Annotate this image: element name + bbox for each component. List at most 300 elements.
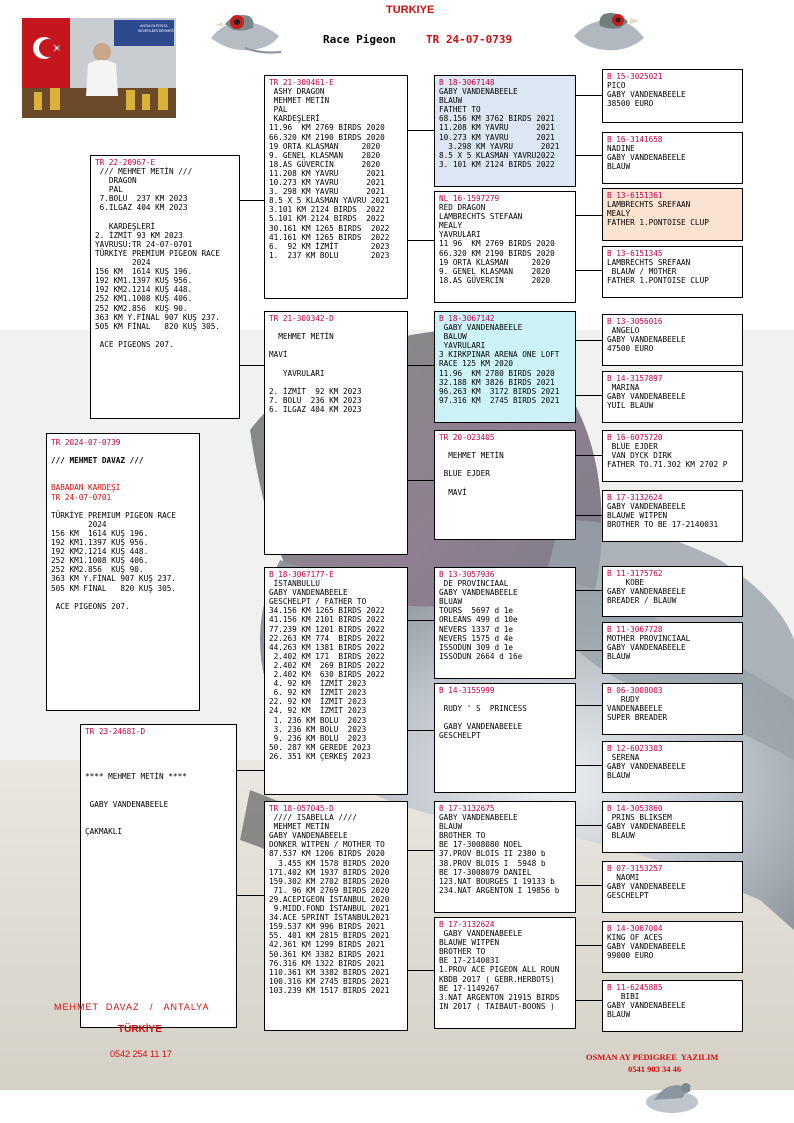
- card-line: RUDY: [607, 695, 640, 705]
- card-line: [269, 359, 403, 368]
- card-line: 505 KM FİNAL 820 KUŞ 305.: [95, 321, 220, 331]
- g5-card-5: [602, 314, 743, 366]
- card-line: GABY VANDENABEELE: [439, 929, 523, 939]
- card-line: BLAUW: [439, 96, 463, 106]
- card-line: 192 KM1.1397 KUŞ 956.: [51, 538, 149, 548]
- g4-card-3: [434, 311, 576, 423]
- card-line: BLAUW: [439, 822, 463, 832]
- card-line: NADINE: [607, 144, 635, 154]
- pigeon-icon-left: [205, 8, 287, 56]
- card-line: MEALY: [607, 209, 631, 219]
- card-line: 252 KM1.1008 KUŞ 406.: [51, 556, 149, 566]
- card-line: SERENA: [607, 753, 640, 763]
- card-line: 97.316 KM 2745 BIRDS 2021: [439, 395, 560, 405]
- g4-card-2: [434, 191, 576, 303]
- ring-number: B 11-3175762: [607, 569, 663, 578]
- card-line: MEHMET METİN: [269, 332, 334, 342]
- card-line: GABY VANDENABEELE: [607, 643, 686, 653]
- card-line: GABY VANDENABEELE: [607, 587, 686, 597]
- card-line: 29.ACEPIGEON İSTANBUL 2020: [269, 894, 390, 904]
- card-line: [95, 331, 235, 340]
- card-line: [51, 502, 195, 511]
- connector-g3-g4-2: [406, 240, 436, 241]
- ring-number: B 14-3053860: [607, 804, 663, 813]
- card-line: 110.361 KM 3382 BIRDS 2021: [269, 967, 390, 977]
- card-line: 76.316 KM 1322 BIRDS 2021: [269, 958, 385, 968]
- g5-card-3: [602, 188, 743, 241]
- page-title-label: Race Pigeon: [323, 33, 396, 46]
- card-line: 22.263 KM 774 BIRDS 2022: [269, 633, 385, 643]
- connector-g3-g4-8: [406, 970, 436, 971]
- ring-number: B 16-3141658: [607, 135, 663, 144]
- sire-sire-card: [264, 75, 408, 299]
- card-line: 44.263 KM 1381 BIRDS 2022: [269, 642, 385, 652]
- card-line: 2. İZMİT 93 KM 2023: [95, 230, 183, 240]
- card-line: YAVRUSU:TR 24-07-0701: [95, 239, 193, 249]
- card-line: 68.156 KM 3762 BIRDS 2021: [439, 114, 555, 124]
- card-line: 50. 287 KM GEREDE 2023: [269, 742, 371, 752]
- card-line: [85, 763, 232, 772]
- ring-number: B 13-6151345: [607, 249, 663, 258]
- card-line: 6. 92 KM İZMİT 2023: [269, 241, 390, 251]
- connector-g4-g5-9: [574, 590, 604, 591]
- connector-dam-ds: [236, 770, 266, 771]
- card-line: NEVERS 1337 d 1e: [439, 624, 514, 634]
- card-line: YAVRULARI: [439, 230, 481, 240]
- sire-dam-card: [264, 311, 408, 555]
- g4-card-6: [434, 683, 576, 793]
- card-line: 34.ACE SPRINT İSTANBUL2021: [269, 913, 390, 923]
- card-line: 252 KM2.856 KUŞ 90.: [95, 303, 188, 313]
- card-line: KARDEŞLERİ: [269, 114, 320, 124]
- card-line: [51, 474, 195, 483]
- card-line: 192 KM2.1214 KUŞ 448.: [51, 547, 149, 557]
- g4-card-5: [434, 567, 576, 679]
- card-line: [85, 791, 232, 800]
- card-line: NAOMI: [607, 873, 640, 883]
- card-line: GABY VANDENABEELE: [439, 722, 523, 732]
- ring-number: TR 23-24681-D: [85, 727, 146, 736]
- card-line: 87.537 KM 1206 BIRDS 2020: [269, 849, 385, 859]
- card-line: ÇAKMAKLI: [85, 827, 123, 837]
- card-line: BLAUWE WITPEN: [439, 938, 500, 948]
- card-line: BLUE EJDER: [607, 442, 658, 452]
- card-line: 47500 EURO: [607, 344, 654, 354]
- ring-number: B 14-3155999: [439, 686, 495, 695]
- card-line: 6. 92 KM İZMİT 2023: [269, 688, 367, 698]
- card-line: GESCHELPT / FATHER TO: [269, 597, 367, 607]
- card-line: MARINA: [607, 383, 640, 393]
- card-line: BE 17-2140031: [439, 956, 500, 966]
- card-line: 8.5 X 5 KLASMAN YAVRU2022: [439, 150, 555, 160]
- owner-photo: [22, 18, 176, 118]
- connector-g4-g5-2: [574, 155, 604, 156]
- card-line: 2. İZMİT 92 KM 2023: [269, 386, 362, 396]
- ring-number: B 17-3132675: [439, 804, 495, 813]
- card-line: 159.537 KM 996 BIRDS 2021: [269, 922, 385, 932]
- card-line: 3.455 KM 1578 BIRDS 2020: [269, 858, 390, 868]
- connector-g4-g5-12: [574, 765, 604, 766]
- card-line: DE PROVINCIAAL: [439, 579, 509, 589]
- card-line: BROTHER TO: [439, 947, 486, 957]
- ring-number: B 18-3067142: [439, 314, 495, 323]
- card-line: 11 96 KM 2769 BIRDS 2020: [439, 239, 555, 249]
- card-line: 3 KIRKPINAR ARENA ONE LOFT: [439, 350, 560, 360]
- card-line: [85, 818, 232, 827]
- owner-country: TÜRKİYE: [118, 1024, 162, 1035]
- ring-number: B 12-6023303: [607, 744, 663, 753]
- card-line: ISSODUN 309 d 1e: [439, 642, 514, 652]
- pigeon-icon-right: [566, 6, 650, 58]
- card-line: 41.156 KM 2101 BIRDS 2022: [269, 615, 385, 625]
- card-line: SUPER BREADER: [607, 713, 668, 723]
- card-line: 3.101 KM 2124 BIRDS 2022: [269, 205, 385, 215]
- card-line: 171.402 KM 1937 BIRDS 2020: [269, 867, 390, 877]
- card-line: 2024: [95, 258, 151, 268]
- connector-g4-g5-3: [574, 215, 604, 216]
- card-line: [439, 442, 571, 451]
- card-line: DRAGON: [95, 176, 137, 186]
- dam-sire-card: [264, 567, 408, 795]
- ring-number: B 15-3025021: [607, 72, 663, 81]
- g4-card-4: [434, 430, 576, 540]
- card-line: GABY VANDENABEELE: [439, 87, 518, 97]
- designer-phone: 0541 903 34 46: [628, 1064, 682, 1074]
- connector-g4-g5-7: [574, 455, 604, 456]
- card-line: 4. 92 KM İZMİT 2023: [269, 679, 367, 689]
- card-line: 2.402 KM 630 BIRDS 2022: [269, 670, 385, 680]
- ring-number: TR 2024-07-0739: [51, 438, 121, 447]
- main-pigeon-card: [46, 433, 200, 711]
- card-line: **** MEHMET METİN ****: [85, 772, 187, 782]
- card-line: 103.239 KM 1517 BIRDS 2021: [269, 985, 390, 995]
- card-line: [439, 478, 571, 487]
- card-line: TR 24-07-0701: [51, 492, 112, 502]
- card-line: [269, 378, 403, 387]
- card-line: 66.320 KM 2190 BIRDS 2020: [439, 248, 555, 258]
- connector-g4-g5-5: [574, 340, 604, 341]
- ring-number: B 13-3056016: [607, 317, 663, 326]
- card-line: 1.PROV ACE PIGEON ALL ROUN: [439, 965, 560, 975]
- card-line: 11.208 KM YAVRU 2021: [269, 168, 385, 178]
- card-line: 8.5 X 5 KLASMAN YAVRU 2021: [269, 196, 390, 206]
- card-line: 50.361 KM 3382 BIRDS 2021: [269, 949, 385, 959]
- sire-card: [90, 155, 240, 419]
- card-line: RACE 125 KM 2020: [439, 359, 514, 369]
- card-line: /// MEHMET METİN ///: [95, 167, 193, 177]
- card-line: YAVRULARI: [439, 341, 486, 351]
- card-line: RUDY ' S PRINCESS: [439, 704, 527, 714]
- g5-card-12: [602, 741, 743, 793]
- card-line: ANGELO: [607, 326, 640, 336]
- card-line: 26. 351 KM ÇERKEŞ 2023: [269, 751, 371, 761]
- card-line: [85, 754, 232, 763]
- card-line: TÜRKİYE PREMIUM PIGEON RACE: [51, 510, 176, 520]
- g5-card-11: [602, 683, 743, 735]
- card-line: FATHER TO.71.302 KM 2702 P: [607, 460, 728, 470]
- card-line: [51, 465, 195, 474]
- card-line: 7.BOLU 237 KM 2023: [95, 194, 188, 204]
- connector-dam-dd: [236, 895, 266, 896]
- card-line: 156 KM 1614 KUŞ 196.: [95, 267, 193, 277]
- card-line: [85, 782, 232, 791]
- connector-g3-g4-4: [406, 480, 436, 481]
- card-line: 37.PROV BLOIS II 2380 b: [439, 849, 546, 859]
- card-line: 42.361 KM 1299 BIRDS 2021: [269, 940, 385, 950]
- card-line: KING OF ACES: [607, 933, 663, 943]
- ring-number: B 06-3008003: [607, 686, 663, 695]
- connector-sire-ss: [238, 200, 266, 201]
- g5-card-2: [602, 132, 743, 184]
- ring-number: B 18-3067148: [439, 78, 495, 87]
- card-line: ACE PIGEONS 207.: [95, 339, 174, 349]
- connector-g4-g5-16: [574, 1000, 604, 1001]
- ring-number: B 18-3067177-E: [269, 570, 334, 579]
- dam-card: [80, 724, 237, 1028]
- card-line: BLAUW: [607, 652, 631, 662]
- card-line: BABADAN KARDEŞİ: [51, 483, 121, 493]
- g5-card-8: [602, 490, 743, 542]
- card-line: 192 KM2.1214 KUŞ 448.: [95, 285, 193, 295]
- card-line: 41.161 KM 1265 BIRDS 2022: [269, 232, 390, 242]
- card-line: 71. 96 KM 2769 BIRDS 2020: [269, 885, 390, 895]
- g4-card-8: [434, 917, 576, 1029]
- card-line: GABY VANDENABEELE: [607, 942, 686, 952]
- card-line: 18.AS GÜVERCİN 2020: [269, 159, 381, 169]
- card-line: BLAUW: [607, 771, 631, 781]
- ring-number: B 17-3132624: [607, 493, 663, 502]
- card-line: 11.208 KM YAVRU 2021: [439, 123, 555, 133]
- card-line: GABY VANDENABEELE: [607, 762, 686, 772]
- card-line: GABY VANDENABEELE: [439, 323, 523, 333]
- card-line: 9. 236 KM BOLU 2023: [269, 733, 367, 743]
- card-line: MAVİ: [269, 350, 288, 360]
- g4-card-7: [434, 801, 576, 913]
- card-line: 9. GENEL KLASMAN 2020: [269, 150, 381, 160]
- ring-number: B 16-6075720: [607, 433, 663, 442]
- card-line: MEHMET METİN: [269, 822, 330, 832]
- card-line: BLAUW: [607, 162, 631, 172]
- card-line: 2024: [51, 519, 107, 529]
- card-line: BLAUW: [607, 1010, 631, 1020]
- dam-dam-card: [264, 801, 408, 1031]
- card-line: 6.ILGAZ 404 KM 2023: [95, 203, 188, 213]
- card-line: 363 KM Y.FİNAL 907 KUŞ 237.: [51, 574, 176, 584]
- ring-number: B 11-6245885: [607, 983, 663, 992]
- card-line: MEALY: [439, 221, 463, 231]
- card-line: BLAUW: [607, 831, 635, 841]
- card-line: NEVERS 1575 d 4e: [439, 633, 514, 643]
- connector-g3-g4-1: [406, 130, 436, 131]
- ring-number: NL 16-1597279: [439, 194, 500, 203]
- g5-card-9: [602, 566, 743, 617]
- g5-card-16: [602, 980, 743, 1032]
- card-line: GABY VANDENABEELE: [607, 882, 686, 892]
- card-line: 505 KM FİNAL 820 KUŞ 305.: [51, 583, 176, 593]
- card-line: 38.PROV BLOIS I 5948 b: [439, 858, 546, 868]
- photo-banner-line-2: SEVERLERİ DERNEĞİ: [138, 29, 175, 33]
- card-line: KBDB 2017 ( GEBR.HERBOTS): [439, 974, 555, 984]
- card-line: 5.101 KM 2124 BIRDS 2022: [269, 214, 385, 224]
- card-line: GABY VANDENABEELE: [607, 822, 686, 832]
- card-line: GABY VANDENABEELE: [607, 1001, 686, 1011]
- card-line: 3. 101 KM 2124 BIRDS 2022: [439, 159, 555, 169]
- card-line: 7. BOLU 236 KM 2023: [269, 395, 362, 405]
- card-line: DONKER WITPEN / MOTHER TO: [269, 840, 385, 850]
- page-title-ring: TR 24-07-0739: [426, 33, 513, 46]
- connector-g4-g5-8: [574, 515, 604, 516]
- card-line: 11.96 KM 2780 BIRDS 2020: [439, 368, 555, 378]
- card-line: LAMBRECHTS STEFAAN: [439, 212, 523, 222]
- card-line: 234.NAT ARGENTON I 19856 b: [439, 885, 560, 895]
- card-line: GABY VANDENABEELE: [607, 502, 686, 512]
- card-line: GESCHELPT: [607, 891, 649, 901]
- card-line: 100.316 KM 2745 BIRDS 2021: [269, 976, 390, 986]
- g4-card-1: [434, 75, 576, 187]
- g5-card-6: [602, 371, 743, 423]
- card-line: BLAUW / MOTHER: [607, 267, 677, 277]
- card-line: [51, 447, 195, 456]
- card-line: 10.273 KM YAVRU 2021: [439, 132, 555, 142]
- card-line: BREADER / BLAUW: [607, 596, 677, 606]
- card-line: 18.AS GÜVERCİN 2020: [439, 275, 551, 285]
- card-line: BROTHER TO BE 17-2140031: [607, 520, 719, 530]
- card-line: FATHER 1.PONTOISE CLUP: [607, 218, 709, 228]
- card-line: BE 17-3008080 NOEL: [439, 840, 523, 850]
- g5-card-4: [602, 246, 743, 298]
- card-line: 159.302 KM 2702 BIRDS 2020: [269, 876, 390, 886]
- card-line: 96.263 KM 3172 BIRDS 2021: [439, 386, 560, 396]
- card-line: 66.320 KM 2190 BIRDS 2020: [269, 132, 385, 142]
- card-line: [439, 695, 571, 704]
- owner-phone: 0542 254 11 17: [110, 1049, 172, 1059]
- card-line: FATHET TO: [439, 105, 481, 115]
- card-line: İSTANBULLU: [269, 579, 320, 589]
- card-line: PAL: [95, 185, 123, 195]
- card-line: 55. 401 KM 2815 BIRDS 2021: [269, 931, 390, 941]
- card-line: [439, 460, 571, 469]
- card-line: GESCHELPT: [439, 731, 481, 741]
- connector-g4-g5-6: [574, 395, 604, 396]
- g5-card-13: [602, 801, 743, 853]
- ring-number: B 14-3067004: [607, 924, 663, 933]
- ring-number: TR 21-300342-D: [269, 314, 334, 323]
- ring-number: TR 22-20967-E: [95, 158, 156, 167]
- connector-g3-g4-5: [406, 620, 436, 621]
- card-line: 10.273 KM YAVRU 2021: [269, 178, 385, 188]
- card-line: 99000 EURO: [607, 951, 654, 961]
- card-line: ISSODUN 2664 d 16e: [439, 651, 523, 661]
- ring-number: B 13-6151361: [607, 191, 663, 200]
- card-line: BALUW: [439, 332, 467, 342]
- card-line: BLUAW: [439, 597, 463, 607]
- card-line: [51, 593, 195, 602]
- card-line: [269, 341, 403, 350]
- card-line: 3.298 KM YAVRU 2021: [439, 141, 560, 151]
- card-line: //// ISABELLA ////: [269, 813, 357, 823]
- card-line: 30.161 KM 1265 BIRDS 2022: [269, 223, 390, 233]
- connector-g4-g5-15: [574, 945, 604, 946]
- card-line: 123.NAT BOURGES I 19133 b: [439, 876, 555, 886]
- card-line: VANDENABEELE: [607, 704, 663, 714]
- owner-photo-with-trophies-icon: [22, 18, 176, 118]
- card-line: GABY VANDENABEELE: [607, 335, 686, 345]
- card-line: GABY VANDENABEELE: [607, 153, 686, 163]
- card-line: BE 17-1149267: [439, 983, 500, 993]
- card-line: LAMBRECHTS SREFAAN: [607, 258, 691, 268]
- card-line: GABY VANDENABEELE: [439, 813, 518, 823]
- header-country: TURKIYE: [386, 4, 435, 16]
- card-line: BLUE EJDER: [439, 469, 490, 479]
- card-line: PICO: [607, 81, 626, 91]
- connector-g4-g5-10: [574, 650, 604, 651]
- card-line: 3. 236 KM BOLU 2023: [269, 724, 367, 734]
- connector-g4-g5-14: [574, 885, 604, 886]
- ring-number: B 13-3057936: [439, 570, 495, 579]
- card-line: GABY VANDENABEELE: [439, 588, 518, 598]
- card-line: 252 KM1.1008 KUŞ 406.: [95, 294, 193, 304]
- ring-number: B 11-3067728: [607, 625, 663, 634]
- connector-g4-g5-1: [574, 95, 604, 96]
- card-line: 38500 EURO: [607, 99, 654, 109]
- card-line: 192 KM1.1397 KUŞ 956.: [95, 276, 193, 286]
- card-line: TÜRKİYE PREMIUM PIGEON RACE: [95, 248, 220, 258]
- g5-card-15: [602, 921, 743, 973]
- g5-card-1: [602, 69, 743, 123]
- card-line: [85, 809, 232, 818]
- card-line: BLAUWE WITPEN: [607, 511, 668, 521]
- card-line: PRINS BLIKSEM: [607, 813, 672, 823]
- card-line: 77.239 KM 1201 BIRDS 2022: [269, 624, 385, 634]
- card-line: [269, 323, 403, 332]
- card-line: 11.96 KM 2769 BIRDS 2020: [269, 123, 385, 133]
- card-line: 32.188 KM 3826 BIRDS 2021: [439, 377, 555, 387]
- card-line: 3. 298 KM YAVRU 2021: [269, 187, 385, 197]
- card-line: 9. GENEL KLASMAN 2020: [439, 266, 551, 276]
- card-line: [85, 736, 232, 745]
- card-line: 6. ILGAZ 404 KM 2023: [269, 404, 362, 414]
- connector-g3-g4-3: [406, 365, 436, 366]
- card-line: BROTHER TO: [439, 831, 486, 841]
- connector-g3-g4-7: [406, 850, 436, 851]
- ring-number: B 17-3132624: [439, 920, 495, 929]
- card-line: 1. 237 KM BOLU 2023: [269, 250, 390, 260]
- card-line: ASHY DRAGON: [269, 87, 325, 97]
- card-line: [85, 745, 232, 754]
- card-line: [439, 713, 571, 722]
- card-line: 1. 236 KM BOLU 2023: [269, 715, 367, 725]
- owner-name: MEHMET DAVAZ / ANTALYA: [54, 1002, 210, 1012]
- card-line: KARDEŞLERİ: [95, 221, 156, 231]
- photo-banner-line-1: ANTALYA POSTA: [140, 24, 168, 28]
- card-line: 34.156 KM 1265 BIRDS 2022: [269, 606, 385, 616]
- card-line: 252 KM2.856 KUŞ 90.: [51, 565, 144, 575]
- card-line: GABY VANDENABEELE: [607, 392, 686, 402]
- card-line: VAN DYCK DIRK: [607, 451, 672, 461]
- card-line: [95, 213, 235, 222]
- card-line: 2.402 KM 171 BIRDS 2022: [269, 651, 385, 661]
- designer-pigeon-logo-icon: [642, 1076, 702, 1116]
- card-line: YUIL BLAUW: [607, 401, 654, 411]
- card-line: RED DRAGON: [439, 203, 486, 213]
- card-line: 22. 92 KM İZMİT 2023: [269, 697, 367, 707]
- card-line: 19 ORTA KLASMAN 2020: [269, 141, 381, 151]
- card-line: GABY VANDENABEELE: [85, 799, 169, 809]
- card-line: LAMBRECHTS SREFAAN: [607, 200, 691, 210]
- connector-g4-g5-13: [574, 825, 604, 826]
- card-line: 24. 92 KM İZMİT 2023: [269, 706, 367, 716]
- card-line: 9.MIDD.FOND İSTANBUL 2021: [269, 904, 390, 914]
